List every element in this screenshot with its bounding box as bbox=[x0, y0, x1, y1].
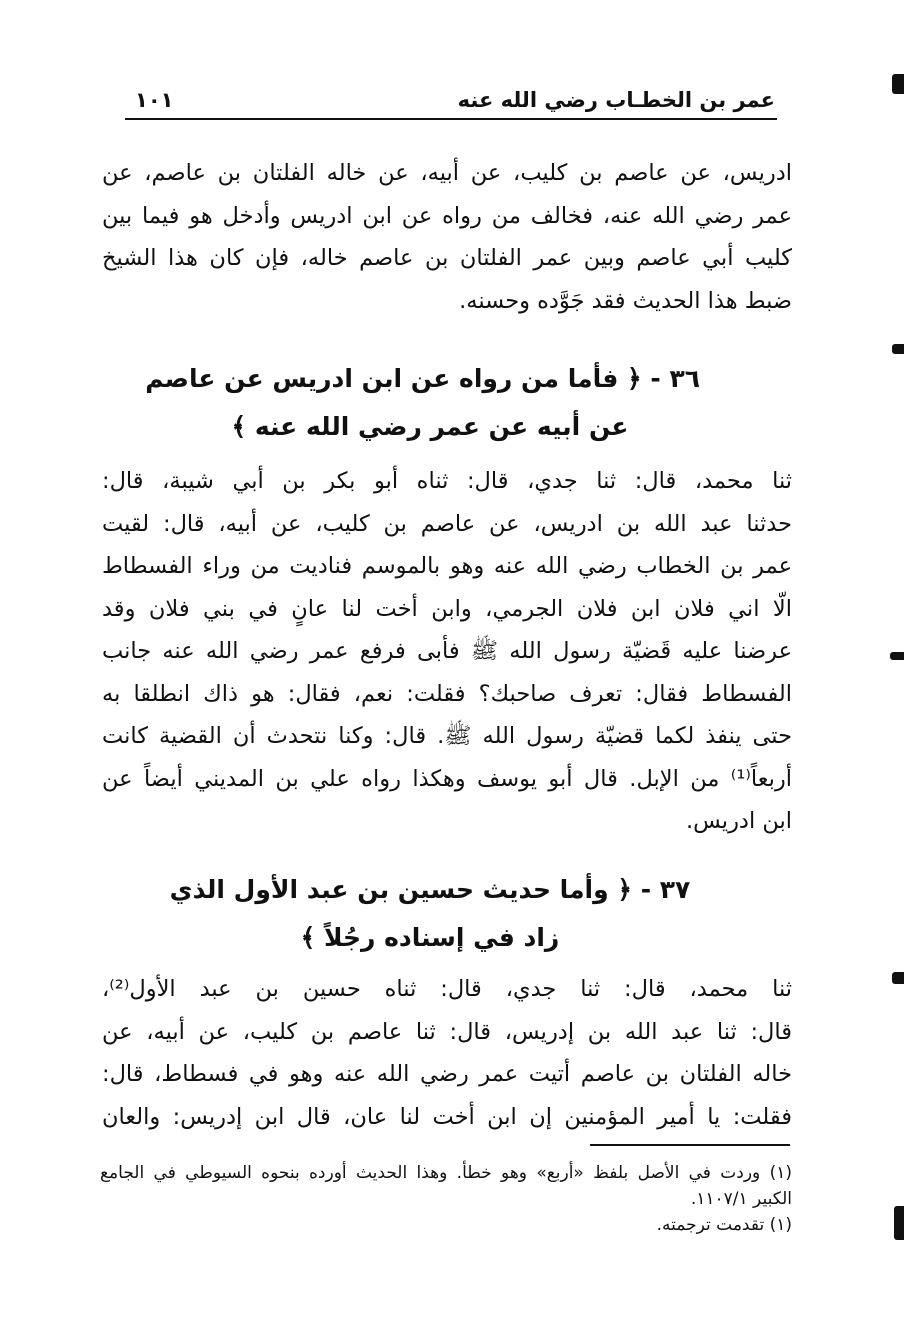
text-line: ابن ادريس. bbox=[685, 808, 792, 834]
footnotes bbox=[100, 1160, 792, 1238]
heading-line: ٣٧ - ﴿ وأما حديث حسين بن عبد الأول الذي bbox=[169, 875, 691, 904]
heading-line: زاد في إسناده رجُلاً ﴾ bbox=[300, 923, 560, 952]
paragraph-hadith-37 bbox=[102, 968, 792, 1138]
text-line: عرضنا عليه قَضيّة رسول الله ﷺ فأبى فرفع عمر رضي الله عنه جانب bbox=[102, 638, 792, 664]
scan-edge-mark bbox=[892, 972, 904, 984]
text-line: حدثنا عبد الله بن ادريس، عن عاصم بن كليب، عن أبيه، قال: لقيت bbox=[102, 510, 792, 537]
scan-edge-mark bbox=[894, 1206, 904, 1240]
text-line: فقلت: يا أمير المؤمنين إن ابن أخت لنا عان، قال ابن إدريس: والعان bbox=[102, 1103, 792, 1130]
text-line: عمر رضي الله عنه، فخالف من رواه عن ابن ادريس وأدخل هو فيما بين bbox=[102, 202, 792, 229]
paragraph-hadith-36 bbox=[102, 460, 792, 843]
text-line: خاله الفلتان بن عاصم أتيت عمر رضي الله عنه وهو في فسطاط، قال: bbox=[102, 1061, 792, 1087]
text-line: ادريس، عن عاصم بن كليب، عن أبيه، عن خاله الفلتان بن عاصم، عن bbox=[102, 160, 792, 186]
scan-edge-mark bbox=[890, 652, 904, 660]
heading-line: ٣٦ - ﴿ فأما من رواه عن ابن ادريس عن عاصم bbox=[145, 364, 700, 393]
footnote-line: (١) تقدمت ترجمته. bbox=[656, 1215, 792, 1235]
running-header bbox=[125, 82, 775, 118]
text-line: أربعاً⁽¹⁾ من الإبل. قال أبو يوسف وهكذا رواه علي بن المديني أيضاً عن bbox=[102, 765, 792, 792]
paragraph-continuation bbox=[102, 152, 792, 322]
section-heading-36 bbox=[145, 355, 700, 451]
text-line: حتى ينفذ لكما قضيّة رسول الله ﷺ. قال: وكنا نتحدث أن القضية كانت bbox=[102, 723, 792, 749]
text-line: ثنا محمد، قال: ثنا جدي، قال: ثناه حسين بن عبد الأول⁽²⁾، bbox=[102, 976, 792, 1002]
section-heading-37 bbox=[160, 866, 700, 962]
footnote-line: (١) وردت في الأصل بلفظ «أربع» وهو خطأ. وهذا الحديث أورده بنحوه السيوطي في الجامع bbox=[100, 1163, 792, 1183]
text-line: ثنا محمد، قال: ثنا جدي، قال: ثناه أبو بكر بن أبي شيبة، قال: bbox=[102, 468, 792, 494]
heading-line: عن أبيه عن عمر رضي الله عنه ﴾ bbox=[231, 412, 629, 441]
text-line: الفسطاط فقال: تعرف صاحبك؟ فقلت: نعم، فقال: هو ذاك انطلقا به bbox=[102, 680, 792, 707]
header-rule bbox=[125, 118, 777, 120]
text-line: ضبط هذا الحديث فقد جَوَّده وحسنه. bbox=[459, 287, 792, 314]
running-title: عمر بن الخطـاب رضي الله عنه bbox=[457, 88, 775, 112]
text-line: قال: ثنا عبد الله بن إدريس، قال: ثنا عاصم بن كليب، عن أبيه، عن bbox=[102, 1018, 792, 1045]
scan-edge-mark bbox=[892, 344, 904, 354]
footnote-line: الكبير ١١٠٧/١. bbox=[690, 1189, 792, 1209]
text-line: كليب أبي عاصم وبين عمر الفلتان بن عاصم خاله، فإن كان هذا الشيخ bbox=[102, 245, 792, 271]
page-number: ١٠١ bbox=[135, 88, 174, 112]
scan-edge-mark bbox=[892, 74, 904, 94]
text-line: عمر بن الخطاب رضي الله عنه وهو بالموسم فناديت من وراء الفسطاط bbox=[102, 553, 792, 579]
footnote-rule bbox=[590, 1144, 790, 1146]
text-line: الّا اني فلان ابن فلان الجرمي، وابن أخت لنا عانٍ في بني فلان وقد bbox=[102, 595, 792, 622]
